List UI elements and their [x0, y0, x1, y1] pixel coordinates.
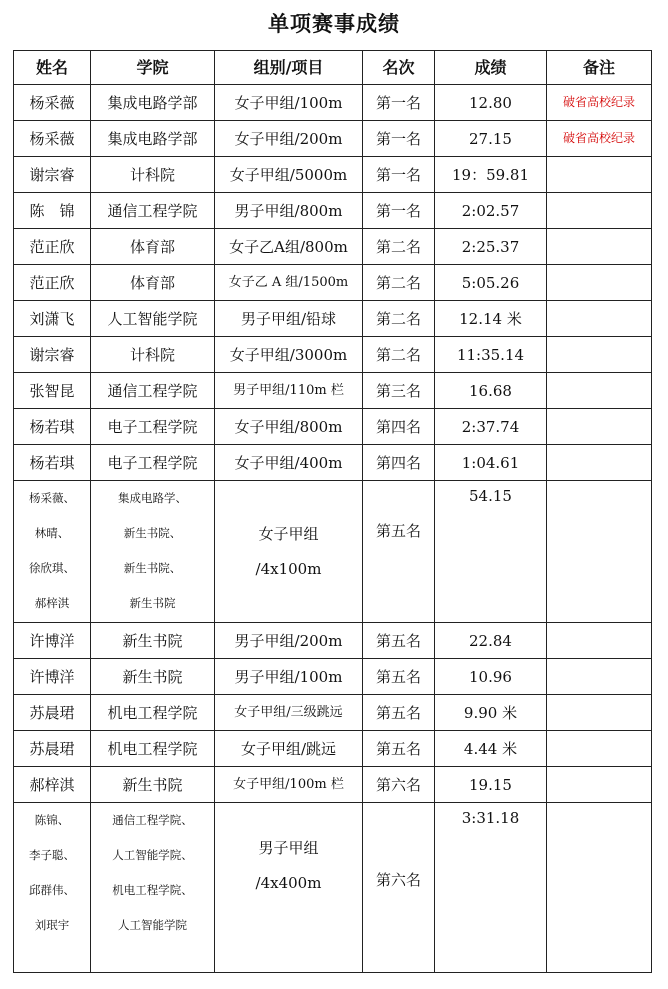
cell-event: 女子乙 A 组/1500m	[215, 265, 363, 301]
cell-score: 4.44 米	[435, 731, 547, 767]
cell-note	[547, 695, 652, 731]
cell-score: 3:31.18	[435, 803, 547, 973]
cell-event: 男子甲组/200m	[215, 623, 363, 659]
cell-note	[547, 659, 652, 695]
cell-names	[14, 481, 91, 623]
cell-event: 男子甲组/铅球	[215, 301, 363, 337]
cell-note	[547, 623, 652, 659]
cell-note	[547, 229, 652, 265]
cell-score: 11:35.14	[435, 337, 547, 373]
cell-college: 机电工程学院	[91, 731, 215, 767]
cell-rank: 第六名	[363, 767, 435, 803]
header-note: 备注	[547, 51, 652, 85]
table-row	[14, 731, 652, 767]
cell-college: 新生书院	[91, 659, 215, 695]
cell-note: 破省高校纪录	[547, 121, 652, 157]
cell-name: 范正欣	[14, 229, 91, 265]
cell-college: 通信工程学院	[91, 193, 215, 229]
cell-score: 10.96	[435, 659, 547, 695]
cell-college: 新生书院	[91, 623, 215, 659]
cell-rank: 第五名	[363, 695, 435, 731]
header-score: 成绩	[435, 51, 547, 85]
cell-rank: 第五名	[363, 481, 435, 623]
cell-rank: 第一名	[363, 157, 435, 193]
cell-score: 12.80	[435, 85, 547, 121]
relay-row-men-4x400	[14, 803, 652, 973]
cell-note	[547, 445, 652, 481]
cell-name: 刘潇飞	[14, 301, 91, 337]
relay-member: 邱群伟、	[29, 883, 75, 897]
relay-event-distance: /4x400m	[255, 874, 322, 892]
cell-college: 集成电路学部	[91, 85, 215, 121]
relay-college: 新生书院	[129, 596, 176, 610]
cell-note: 破省高校纪录	[547, 85, 652, 121]
cell-rank: 第二名	[363, 229, 435, 265]
table-row	[14, 85, 652, 121]
relay-member: 郝梓淇	[34, 596, 70, 610]
cell-name: 范正欣	[14, 265, 91, 301]
cell-note	[547, 373, 652, 409]
cell-name: 谢宗睿	[14, 337, 91, 373]
cell-note	[547, 481, 652, 623]
cell-college: 电子工程学院	[91, 409, 215, 445]
cell-name: 郝梓淇	[14, 767, 91, 803]
relay-row-women-4x100	[14, 481, 652, 623]
cell-rank: 第一名	[363, 121, 435, 157]
cell-name: 杨采薇	[14, 121, 91, 157]
cell-score: 54.15	[435, 481, 547, 623]
cell-score: 2:37.74	[435, 409, 547, 445]
table-row	[14, 157, 652, 193]
cell-rank: 第四名	[363, 445, 435, 481]
cell-rank: 第五名	[363, 623, 435, 659]
relay-member: 徐欣琪、	[29, 561, 75, 575]
relay-event-group: 男子甲组	[258, 839, 319, 857]
cell-score: 19.15	[435, 767, 547, 803]
header-rank: 名次	[363, 51, 435, 85]
table-row	[14, 445, 652, 481]
cell-score: 22.84	[435, 623, 547, 659]
cell-event: 女子甲组/3000m	[215, 337, 363, 373]
cell-college: 人工智能学院	[91, 301, 215, 337]
table-row	[14, 767, 652, 803]
cell-name: 许博洋	[14, 623, 91, 659]
table-header	[14, 51, 652, 85]
relay-member: 刘珉宇	[34, 918, 70, 932]
cell-event: 女子甲组/800m	[215, 409, 363, 445]
table-row	[14, 373, 652, 409]
cell-event: 男子甲组/800m	[215, 193, 363, 229]
relay-member: 陈锦、	[34, 813, 70, 827]
table-row	[14, 229, 652, 265]
cell-college: 电子工程学院	[91, 445, 215, 481]
cell-name: 谢宗睿	[14, 157, 91, 193]
table-row	[14, 409, 652, 445]
table-row	[14, 121, 652, 157]
cell-college: 计科院	[91, 337, 215, 373]
table-row	[14, 695, 652, 731]
cell-name: 苏晨珺	[14, 731, 91, 767]
cell-event: 女子甲组/100m 栏	[215, 767, 363, 803]
cell-name: 杨若琪	[14, 445, 91, 481]
cell-score: 9.90 米	[435, 695, 547, 731]
cell-college: 体育部	[91, 229, 215, 265]
cell-name: 陈 锦	[14, 193, 91, 229]
cell-college: 体育部	[91, 265, 215, 301]
cell-colleges	[91, 481, 215, 623]
cell-rank: 第二名	[363, 301, 435, 337]
cell-note	[547, 767, 652, 803]
cell-names	[14, 803, 91, 973]
cell-score: 1:04.61	[435, 445, 547, 481]
table-row	[14, 659, 652, 695]
cell-rank: 第二名	[363, 337, 435, 373]
cell-score: 5:05.26	[435, 265, 547, 301]
cell-event: 女子甲组/100m	[215, 85, 363, 121]
results-table	[13, 50, 652, 973]
cell-name: 杨采薇	[14, 85, 91, 121]
cell-event: 女子乙A组/800m	[215, 229, 363, 265]
cell-score: 12.14 米	[435, 301, 547, 337]
cell-rank: 第二名	[363, 265, 435, 301]
header-name: 姓名	[14, 51, 91, 85]
cell-note	[547, 157, 652, 193]
cell-note	[547, 193, 652, 229]
cell-college: 新生书院	[91, 767, 215, 803]
cell-name: 张智昆	[14, 373, 91, 409]
cell-score: 2:25.37	[435, 229, 547, 265]
cell-event: 女子甲组/200m	[215, 121, 363, 157]
relay-college: 人工智能学院	[118, 918, 187, 932]
relay-member: 林晴、	[34, 526, 70, 540]
cell-colleges	[91, 803, 215, 973]
relay-member: 李子聪、	[29, 848, 75, 862]
cell-rank: 第五名	[363, 659, 435, 695]
cell-event: 男子甲组/100m	[215, 659, 363, 695]
header-event: 组别/项目	[215, 51, 363, 85]
cell-score: 2:02.57	[435, 193, 547, 229]
cell-note	[547, 731, 652, 767]
cell-event	[215, 481, 363, 623]
table-row	[14, 265, 652, 301]
relay-college: 新生书院、	[123, 526, 182, 540]
relay-college: 通信工程学院、	[112, 813, 193, 827]
cell-event: 男子甲组/110m 栏	[215, 373, 363, 409]
cell-name: 苏晨珺	[14, 695, 91, 731]
cell-name: 杨若琪	[14, 409, 91, 445]
header-college: 学院	[91, 51, 215, 85]
cell-score: 27.15	[435, 121, 547, 157]
cell-event: 女子甲组/400m	[215, 445, 363, 481]
table-row	[14, 301, 652, 337]
cell-note	[547, 409, 652, 445]
cell-rank: 第一名	[363, 193, 435, 229]
cell-college: 机电工程学院	[91, 695, 215, 731]
relay-college: 人工智能学院、	[112, 848, 193, 862]
cell-college: 通信工程学院	[91, 373, 215, 409]
cell-event	[215, 803, 363, 973]
relay-event-group: 女子甲组	[258, 524, 319, 543]
table-row	[14, 623, 652, 659]
relay-member: 杨采薇、	[29, 491, 75, 505]
relay-college: 机电工程学院、	[112, 883, 193, 897]
cell-score: 19：59.81	[435, 157, 547, 193]
cell-rank: 第一名	[363, 85, 435, 121]
cell-note	[547, 301, 652, 337]
page-title: 单项赛事成绩	[268, 12, 400, 36]
cell-event: 女子甲组/三级跳远	[215, 695, 363, 731]
table-row	[14, 193, 652, 229]
cell-event: 女子甲组/5000m	[215, 157, 363, 193]
cell-score: 16.68	[435, 373, 547, 409]
cell-rank: 第五名	[363, 731, 435, 767]
table-row	[14, 337, 652, 373]
relay-college: 集成电路学、	[118, 491, 187, 505]
cell-name: 许博洋	[14, 659, 91, 695]
cell-rank: 第三名	[363, 373, 435, 409]
cell-rank: 第四名	[363, 409, 435, 445]
relay-college: 新生书院、	[123, 561, 182, 575]
relay-event-distance: /4x100m	[255, 559, 322, 578]
cell-college: 计科院	[91, 157, 215, 193]
cell-note	[547, 803, 652, 973]
cell-event: 女子甲组/跳远	[215, 731, 363, 767]
cell-note	[547, 265, 652, 301]
cell-college: 集成电路学部	[91, 121, 215, 157]
cell-rank: 第六名	[363, 803, 435, 973]
cell-note	[547, 337, 652, 373]
